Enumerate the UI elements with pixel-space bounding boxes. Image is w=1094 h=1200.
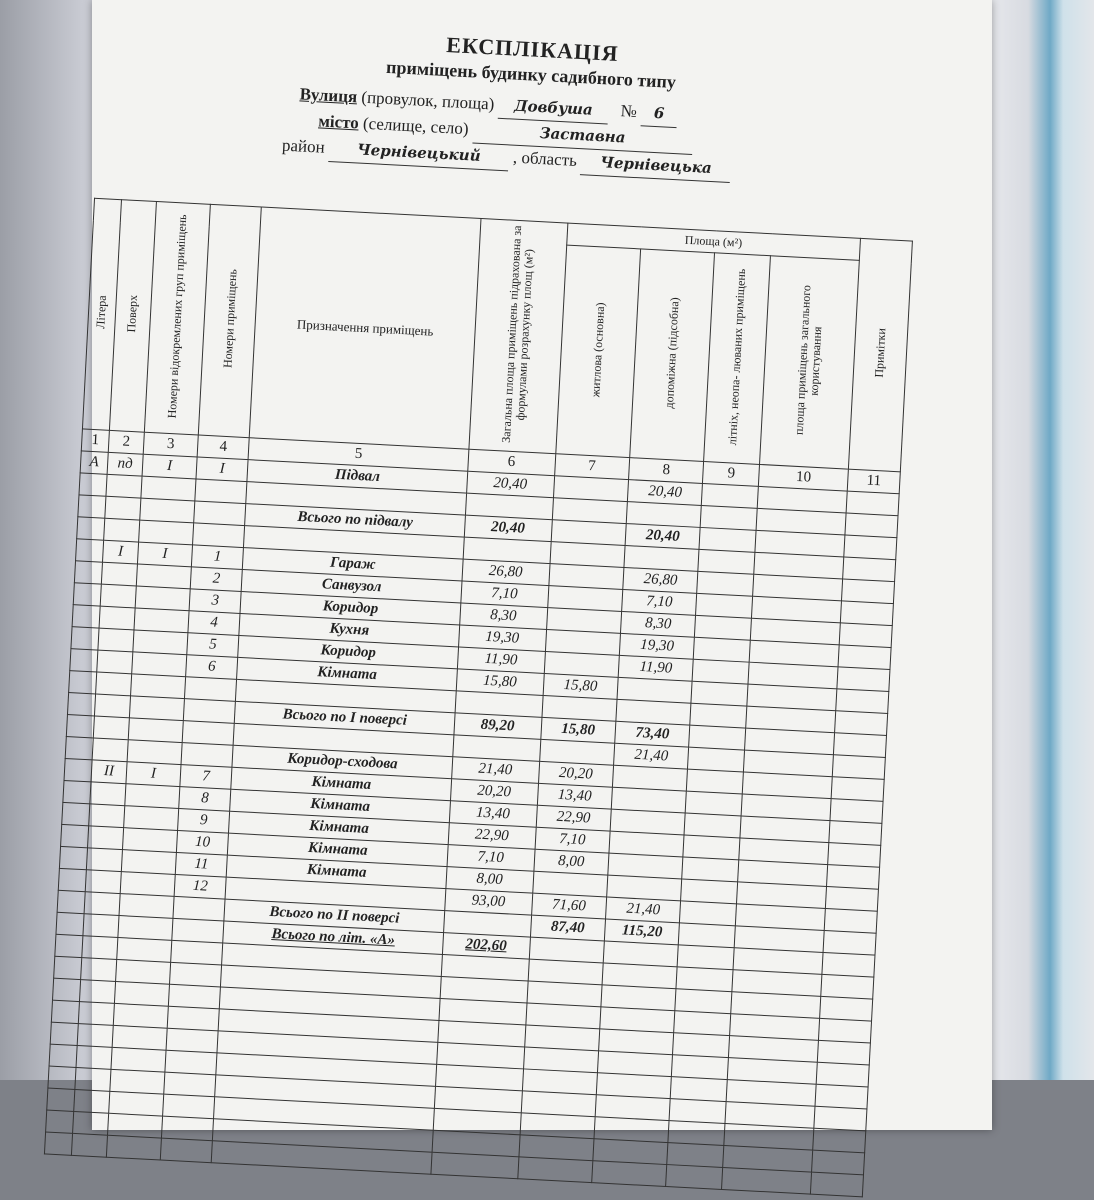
cell-floor bbox=[95, 672, 131, 696]
cell-letter bbox=[71, 627, 99, 650]
cell-floor bbox=[100, 584, 136, 608]
cell-room: 3 bbox=[189, 589, 242, 614]
cell-floor bbox=[92, 738, 128, 762]
cell-letter bbox=[59, 846, 87, 869]
cell-group: I bbox=[126, 762, 181, 787]
cell-total-area: 22,90 bbox=[448, 823, 536, 850]
cell-notes bbox=[818, 1040, 871, 1065]
cell-group bbox=[117, 938, 172, 963]
cell-notes bbox=[823, 930, 876, 955]
cell-unheated-area bbox=[686, 791, 743, 816]
cell-group bbox=[106, 1135, 161, 1160]
cell-total-area: 19,30 bbox=[458, 625, 546, 652]
cell-room: 4 bbox=[188, 611, 241, 636]
cell-notes bbox=[832, 755, 885, 780]
cell-unheated-area bbox=[675, 989, 732, 1014]
cell-letter bbox=[78, 495, 106, 518]
col-number: 1 bbox=[81, 429, 109, 452]
cell-letter bbox=[61, 824, 89, 847]
cell-group: I bbox=[142, 454, 197, 479]
cell-total-area: 93,00 bbox=[444, 889, 532, 916]
cell-room: 11 bbox=[175, 852, 228, 877]
cell-floor bbox=[76, 1046, 112, 1070]
cell-aux-area bbox=[592, 1161, 667, 1187]
cell-notes bbox=[836, 689, 889, 714]
number-label: № bbox=[620, 101, 638, 122]
cell-unheated-area bbox=[695, 615, 752, 640]
cell-purpose: Коридор-сходова bbox=[232, 745, 452, 778]
cell-unheated-area bbox=[691, 681, 748, 706]
cell-living-area: 22,90 bbox=[536, 805, 611, 831]
header-unheated: літніх, неопа- люваних приміщень bbox=[704, 253, 771, 465]
cell-aux-area: 26,80 bbox=[623, 567, 698, 593]
cell-letter bbox=[49, 1044, 77, 1067]
region-value: Чернівецька bbox=[580, 148, 731, 183]
cell-purpose: Гараж bbox=[243, 548, 463, 581]
cell-group bbox=[123, 828, 178, 853]
cell-total-area: 21,40 bbox=[451, 757, 539, 784]
district-value: Чернівецький bbox=[328, 135, 509, 171]
cell-total-area: 8,30 bbox=[459, 603, 547, 630]
header-notes: Примітки bbox=[849, 238, 913, 471]
cell-letter: А bbox=[80, 451, 108, 474]
cell-letter bbox=[76, 539, 104, 562]
cell-notes bbox=[812, 1150, 865, 1175]
cell-room bbox=[170, 940, 223, 965]
cell-room: 8 bbox=[179, 787, 232, 812]
cell-unheated-area bbox=[696, 593, 753, 618]
cell-floor bbox=[106, 474, 142, 498]
cell-total-area: 26,80 bbox=[462, 559, 550, 586]
cell-room bbox=[172, 918, 225, 943]
cell-floor bbox=[93, 716, 129, 740]
street-label: Вулиця bbox=[299, 84, 358, 107]
cell-room bbox=[195, 479, 248, 504]
cell-letter bbox=[54, 956, 82, 979]
cell-total-area: 15,80 bbox=[456, 669, 544, 696]
cell-unheated-area bbox=[694, 637, 751, 662]
cell-aux-area: 7,10 bbox=[622, 589, 697, 615]
cell-aux-area: 8,30 bbox=[620, 611, 695, 637]
cell-purpose: Санвузол bbox=[242, 570, 462, 603]
cell-aux-area: 21,40 bbox=[605, 897, 680, 923]
document-subtitle: приміщень будинку садибного типу bbox=[385, 56, 677, 93]
header-living: житлова (основна) bbox=[555, 245, 640, 458]
cell-aux-area: 20,40 bbox=[625, 524, 700, 550]
cell-unheated-area bbox=[702, 483, 759, 508]
cell-room bbox=[167, 1006, 220, 1031]
cell-total-area: 89,20 bbox=[454, 713, 542, 740]
cell-purpose: Коридор bbox=[238, 635, 458, 668]
cell-living-area: 13,40 bbox=[537, 783, 612, 809]
cell-room bbox=[160, 1138, 213, 1163]
cell-floor bbox=[101, 562, 137, 586]
book-edge bbox=[984, 0, 1094, 1200]
cell-purpose: Кімната bbox=[230, 789, 450, 822]
cell-room bbox=[164, 1072, 217, 1097]
cell-total-area: 20,20 bbox=[450, 779, 538, 806]
cell-floor bbox=[71, 1133, 107, 1157]
cell-unheated-area bbox=[678, 945, 735, 970]
cell-room: 10 bbox=[176, 830, 229, 855]
header-common-area: площа приміщень загального користування bbox=[760, 256, 860, 469]
cell-floor: II bbox=[91, 760, 127, 784]
cell-unheated-area bbox=[688, 747, 745, 772]
cell-notes bbox=[824, 908, 877, 933]
cell-letter bbox=[47, 1088, 75, 1111]
cell-total-area: 11,90 bbox=[457, 647, 545, 674]
cell-unheated-area bbox=[682, 857, 739, 882]
document-content bbox=[47, 8, 963, 1142]
header-groups: Номери відокремлених груп приміщень bbox=[144, 202, 210, 435]
cell-total-area bbox=[431, 1152, 519, 1179]
cell-group bbox=[141, 476, 196, 501]
cell-living-area: 87,40 bbox=[530, 915, 605, 941]
cell-notes bbox=[844, 535, 897, 560]
cell-letter bbox=[53, 978, 81, 1001]
cell-unheated-area bbox=[668, 1121, 725, 1146]
cell-purpose: Коридор bbox=[240, 592, 460, 625]
cell-unheated-area bbox=[680, 901, 737, 926]
cell-group bbox=[108, 1113, 163, 1138]
cell-notes bbox=[816, 1062, 869, 1087]
street-label-rest: (провулок, площа) bbox=[360, 87, 495, 114]
cell-unheated-area bbox=[689, 725, 746, 750]
header-floor: Поверх bbox=[109, 200, 156, 433]
cell-unheated-area bbox=[676, 967, 733, 992]
cell-room: 12 bbox=[174, 874, 227, 899]
col-number: 3 bbox=[143, 432, 198, 457]
cell-total-area: 8,00 bbox=[446, 867, 534, 894]
cell-room: 5 bbox=[187, 633, 240, 658]
cell-group bbox=[113, 1003, 168, 1028]
cell-group bbox=[116, 959, 171, 984]
cell-group bbox=[129, 696, 184, 721]
cell-living-area: 8,00 bbox=[533, 849, 608, 875]
cell-letter bbox=[64, 758, 92, 781]
cell-purpose: Підвал bbox=[247, 460, 467, 493]
cell-room bbox=[166, 1028, 219, 1053]
document-sheet bbox=[89, 0, 992, 1130]
cell-notes bbox=[828, 843, 881, 868]
cell-group bbox=[135, 586, 190, 611]
cell-unheated-area bbox=[669, 1099, 726, 1124]
cell-aux-area: 19,30 bbox=[619, 633, 694, 659]
cell-letter bbox=[50, 1022, 78, 1045]
cell-group bbox=[111, 1047, 166, 1072]
cell-total-area: 20,40 bbox=[464, 515, 552, 542]
cell-room: I bbox=[196, 457, 249, 482]
cell-room: 9 bbox=[177, 808, 230, 833]
cell-living-area bbox=[517, 1157, 592, 1183]
number-value: 6 bbox=[640, 99, 677, 128]
cell-purpose: Всього по II поверсі bbox=[224, 899, 444, 932]
cell-living-area: 15,80 bbox=[540, 717, 615, 743]
cell-floor bbox=[72, 1111, 108, 1135]
cell-letter bbox=[65, 737, 93, 760]
cell-notes bbox=[839, 623, 892, 648]
region-label: , область bbox=[512, 147, 578, 170]
cell-notes bbox=[819, 1018, 872, 1043]
cell-notes bbox=[820, 996, 873, 1021]
cell-unheated-area bbox=[681, 879, 738, 904]
cell-floor bbox=[90, 782, 126, 806]
cell-group bbox=[132, 652, 187, 677]
cell-room bbox=[165, 1050, 218, 1075]
cell-room bbox=[168, 984, 221, 1009]
cell-room: 2 bbox=[190, 567, 243, 592]
col-number: 6 bbox=[467, 449, 555, 476]
cell-unheated-area bbox=[699, 527, 756, 552]
cell-letter bbox=[67, 693, 95, 716]
cell-purpose: Кімната bbox=[231, 767, 451, 800]
cell-group bbox=[131, 674, 186, 699]
cell-purpose: Всього по підвалу bbox=[245, 504, 465, 537]
cell-group bbox=[119, 894, 174, 919]
col-number: 10 bbox=[759, 464, 849, 491]
cell-group bbox=[112, 1025, 167, 1050]
cell-notes bbox=[846, 491, 899, 516]
cell-unheated-area bbox=[690, 703, 747, 728]
cell-unheated-area bbox=[701, 505, 758, 530]
cell-letter bbox=[57, 890, 85, 913]
cell-floor bbox=[80, 958, 116, 982]
header-auxiliary: допоміжна (підсобна) bbox=[630, 249, 715, 462]
cell-unheated-area bbox=[692, 659, 749, 684]
cell-purpose: Кімната bbox=[227, 855, 447, 888]
cell-common-area bbox=[722, 1167, 812, 1194]
cell-letter bbox=[58, 868, 86, 891]
cell-floor bbox=[85, 870, 121, 894]
cell-aux-area: 21,40 bbox=[614, 743, 689, 769]
cell-floor bbox=[86, 848, 122, 872]
cell-floor bbox=[79, 980, 115, 1004]
cell-total-area: 13,40 bbox=[449, 801, 537, 828]
cell-group bbox=[121, 850, 176, 875]
col-number: 2 bbox=[108, 430, 144, 454]
cell-group bbox=[110, 1069, 165, 1094]
cell-letter bbox=[74, 561, 102, 584]
cell-total-area: 7,10 bbox=[447, 845, 535, 872]
cell-floor bbox=[87, 826, 123, 850]
cell-floor bbox=[74, 1089, 110, 1113]
cell-room bbox=[182, 721, 235, 746]
cell-aux-area: 11,90 bbox=[618, 655, 693, 681]
cell-notes bbox=[811, 1172, 864, 1197]
cell-group bbox=[139, 520, 194, 545]
cell-room: 7 bbox=[180, 765, 233, 790]
cell-floor bbox=[99, 606, 135, 630]
cell-group bbox=[125, 784, 180, 809]
cell-unheated-area bbox=[674, 1011, 731, 1036]
cell-living-area: 71,60 bbox=[531, 893, 606, 919]
cell-notes bbox=[815, 1084, 868, 1109]
cell-room: 1 bbox=[191, 545, 244, 570]
cell-notes bbox=[845, 513, 898, 538]
cell-notes bbox=[822, 952, 875, 977]
cell-group bbox=[134, 608, 189, 633]
col-number: 9 bbox=[703, 462, 760, 487]
cell-unheated-area bbox=[698, 549, 755, 574]
cell-room bbox=[173, 896, 226, 921]
cell-floor bbox=[89, 804, 125, 828]
cell-room bbox=[183, 699, 236, 724]
header-total-area: Загальна площа приміщень підрахована за формулами розрахунку площ (м²) bbox=[469, 219, 568, 454]
cell-notes bbox=[843, 557, 896, 582]
header-purpose: Призначення приміщень bbox=[250, 207, 481, 449]
cell-unheated-area bbox=[667, 1143, 724, 1168]
cell-notes bbox=[838, 645, 891, 670]
cell-unheated-area bbox=[672, 1055, 729, 1080]
cell-group bbox=[140, 498, 195, 523]
cell-letter bbox=[73, 583, 101, 606]
cell-floor bbox=[78, 1002, 114, 1026]
cell-living-area: 15,80 bbox=[543, 673, 618, 699]
cell-total-area: 7,10 bbox=[461, 581, 549, 608]
cell-letter bbox=[51, 1000, 79, 1023]
cell-room bbox=[193, 501, 246, 526]
col-number: 8 bbox=[629, 458, 704, 484]
cell-group bbox=[120, 872, 175, 897]
cell-group bbox=[109, 1091, 164, 1116]
cell-floor bbox=[98, 628, 134, 652]
cell-unheated-area bbox=[666, 1165, 723, 1190]
cell-notes bbox=[814, 1106, 867, 1131]
cell-letter bbox=[70, 649, 98, 672]
cell-letter bbox=[48, 1066, 76, 1089]
cell-letter bbox=[63, 780, 91, 803]
cell-unheated-area bbox=[679, 923, 736, 948]
cell-notes bbox=[834, 733, 887, 758]
cell-notes bbox=[837, 667, 890, 692]
table-body bbox=[44, 451, 899, 1197]
cell-total-area: 20,40 bbox=[466, 471, 554, 498]
cell-room bbox=[192, 523, 245, 548]
cell-group bbox=[118, 916, 173, 941]
header-area-group: Площа (м²) bbox=[566, 223, 860, 260]
cell-group bbox=[136, 564, 191, 589]
explication-table bbox=[44, 198, 913, 1198]
cell-letter bbox=[62, 802, 90, 825]
cell-letter bbox=[79, 473, 107, 496]
cell-room bbox=[184, 677, 237, 702]
cell-group bbox=[128, 718, 183, 743]
cell-letter bbox=[46, 1110, 74, 1133]
cell-unheated-area bbox=[671, 1077, 728, 1102]
cell-room bbox=[181, 743, 234, 768]
cell-group bbox=[124, 806, 179, 831]
street-value: Довбуша bbox=[498, 92, 609, 125]
cell-notes bbox=[826, 887, 879, 912]
cell-floor bbox=[83, 914, 119, 938]
cell-room bbox=[161, 1116, 214, 1141]
header-letter: Літера bbox=[82, 198, 121, 430]
cell-notes bbox=[821, 974, 874, 999]
cell-purpose: Кімната bbox=[228, 833, 448, 866]
cell-purpose: Кімната bbox=[237, 657, 457, 690]
cell-floor bbox=[77, 1024, 113, 1048]
cell-room bbox=[162, 1094, 215, 1119]
cell-notes bbox=[842, 579, 895, 604]
cell-unheated-area bbox=[673, 1033, 730, 1058]
city-value: Заставна bbox=[472, 116, 693, 154]
document-title: ЕКСПЛІКАЦІЯ bbox=[445, 31, 620, 66]
cell-floor bbox=[97, 650, 133, 674]
cell-floor bbox=[94, 694, 130, 718]
cell-notes bbox=[829, 821, 882, 846]
cell-letter bbox=[56, 912, 84, 935]
cell-letter bbox=[55, 934, 83, 957]
cell-notes bbox=[841, 601, 894, 626]
cell-living-area: 20,20 bbox=[538, 761, 613, 787]
cell-floor: I bbox=[102, 540, 138, 564]
cell-purpose: Всього по I поверсі bbox=[235, 701, 455, 734]
cell-notes bbox=[813, 1128, 866, 1153]
cell-group: I bbox=[137, 542, 192, 567]
col-number: 11 bbox=[847, 469, 900, 494]
cell-unheated-area bbox=[697, 571, 754, 596]
cell-purpose: Всього по літ. «А» bbox=[223, 921, 443, 954]
cell-group bbox=[114, 981, 169, 1006]
cell-unheated-area bbox=[687, 769, 744, 794]
cell-floor: пд bbox=[107, 452, 143, 476]
cell-room bbox=[169, 962, 222, 987]
cell-living-area: 7,10 bbox=[535, 827, 610, 853]
cell-letter bbox=[66, 715, 94, 738]
cell-aux-area: 73,40 bbox=[615, 721, 690, 747]
cell-group bbox=[127, 740, 182, 765]
cell-purpose: Кімната bbox=[229, 811, 449, 844]
district-label: район bbox=[281, 135, 326, 157]
city-label-rest: (селище, село) bbox=[362, 113, 470, 139]
cell-notes bbox=[827, 865, 880, 890]
header-room-numbers: Номери приміщень bbox=[198, 204, 262, 437]
col-number: 4 bbox=[197, 435, 250, 460]
col-number: 5 bbox=[249, 438, 469, 471]
cell-floor bbox=[104, 518, 140, 542]
cell-letter bbox=[44, 1132, 72, 1155]
cell-total-area: 202,60 bbox=[442, 933, 530, 960]
cell-unheated-area bbox=[684, 813, 741, 838]
cell-letter bbox=[77, 517, 105, 540]
cell-letter bbox=[69, 671, 97, 694]
cell-unheated-area bbox=[683, 835, 740, 860]
cell-floor bbox=[84, 892, 120, 916]
cell-notes bbox=[831, 777, 884, 802]
col-number: 7 bbox=[554, 454, 629, 480]
cell-floor bbox=[82, 936, 118, 960]
city-label: місто bbox=[317, 111, 360, 133]
cell-notes bbox=[830, 799, 883, 824]
cell-purpose: Кухня bbox=[239, 613, 459, 646]
cell-room: 6 bbox=[185, 655, 238, 680]
cell-group bbox=[133, 630, 188, 655]
cell-letter bbox=[72, 605, 100, 628]
cell-aux-area: 20,40 bbox=[627, 480, 702, 506]
cell-notes bbox=[835, 711, 888, 736]
cell-floor bbox=[75, 1067, 111, 1091]
cell-floor bbox=[105, 496, 141, 520]
cell-aux-area: 115,20 bbox=[604, 919, 679, 945]
